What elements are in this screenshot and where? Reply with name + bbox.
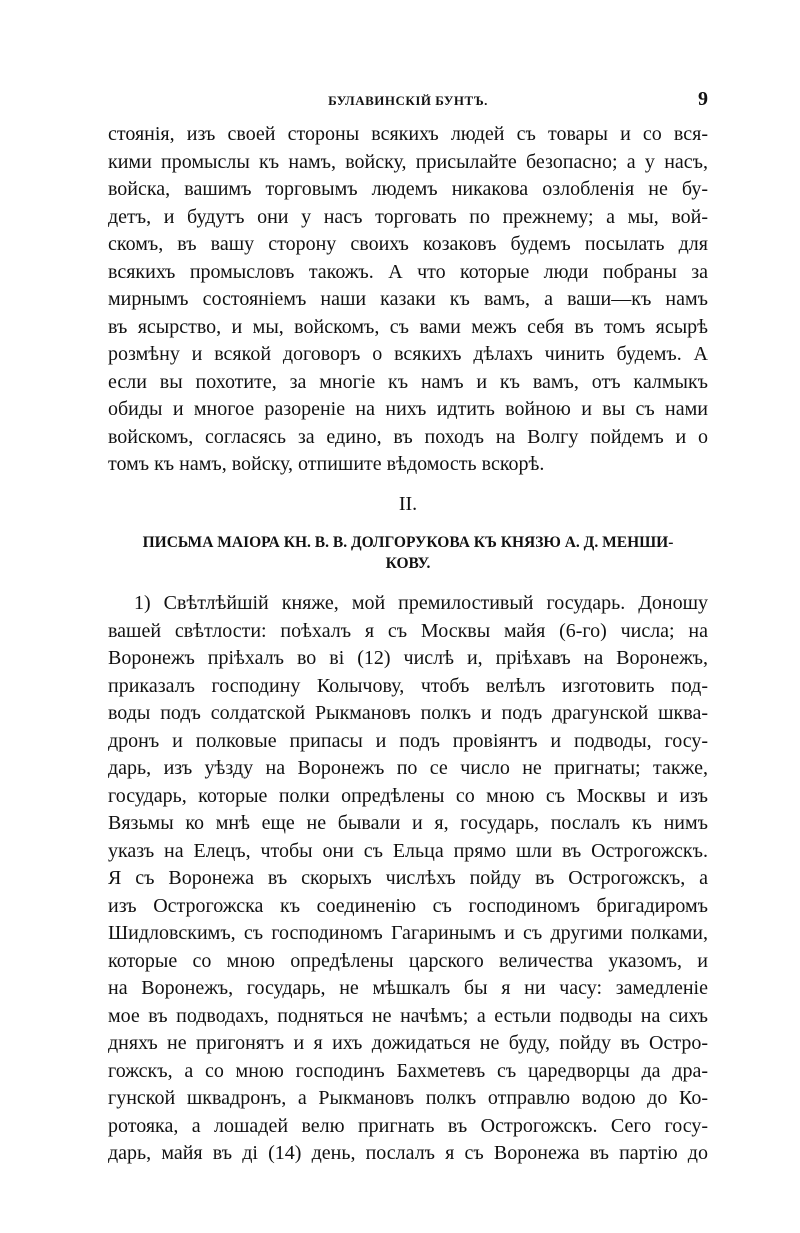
text-line: стоянія, изъ своей стороны всякихъ людей съ товары и со вся- [108, 123, 708, 145]
text-line: государь, которые полки опредѣлены со мною съ Москвы и изъ [108, 784, 708, 807]
text-line: кими промыслы къ намъ, войску, присылайте безопасно; а у насъ, [108, 150, 708, 173]
text-line: въ ясырство, и мы, войскомъ, съ вами межъ себя въ томъ ясырѣ [108, 315, 708, 338]
text-line: дронъ и полковые припасы и подъ провіянтъ и подводы, госу- [108, 729, 708, 752]
text-line: скомъ, въ вашу сторону своихъ козаковъ будемъ посылать для [108, 233, 708, 255]
text-line: которые со мною опредѣлены царского величества указомъ, и [108, 949, 708, 972]
text-line: Воронежъ пріѣхалъ во ві (12) числѣ и, пріѣхавъ на Воронежъ, [108, 647, 708, 669]
page-number: 9 [698, 88, 708, 110]
text-line: войскомъ, согласясь за едино, въ походъ на Волгу пойдемъ и о [108, 425, 708, 448]
text-line: если вы похотите, за многіе къ намъ и къ вамъ, отъ калмыкъ [108, 370, 708, 393]
text-line: 1) Свѣтлѣйшій княже, мой премилостивый государь. Доношу [134, 592, 708, 614]
running-title: БУЛАВИНСКІЙ БУНТЪ. [328, 93, 488, 108]
text-line: дарь, майя въ ді (14) день, послалъ я съ Воронежа въ партію до [108, 1142, 708, 1164]
text-line: обиды и многое разореніе на нихъ идтить войною и вы съ нами [108, 398, 708, 420]
text-line: томъ къ намъ, войску, отпишите вѣдомость вскорѣ. [108, 453, 545, 475]
text-line: дарь, изъ уѣзду на Воронежъ по се число не пригнаты; также, [108, 757, 708, 779]
text-line: розмѣну и всякой договоръ о всякихъ дѣлахъ чинить будемъ. А [108, 343, 708, 365]
text-line: гожскъ, а со мною господинъ Бахметевъ съ царедворцы да дра- [108, 1059, 708, 1082]
text-line: гунской шквадронъ, а Рыкмановъ полкъ отправлю водою до Ко- [108, 1087, 708, 1109]
text-line: детъ, и будутъ они у насъ торговать по прежнему; а мы, вой- [108, 205, 708, 228]
text-line: мое въ подводахъ, подняться не начѣмъ; а естьли подводы на сихъ [108, 1004, 708, 1027]
text-line: вашей свѣтлости: поѣхалъ я съ Москвы майя (6-го) числа; на [108, 619, 708, 642]
text-line: воды подъ солдатской Рыкмановъ полкъ и подъ драгунской шква- [108, 702, 708, 724]
section-heading-line-1: ПИСЬМА МАІОРА КН. В. В. ДОЛГОРУКОВА КЪ КНЯЗЮ А. Д. МЕНШИ- [142, 534, 674, 551]
text-line: Я съ Воронежа въ скорыхъ числѣхъ пойду въ Острогожскъ, а [108, 867, 708, 889]
text-line: на Воронежъ, государь, не мѣшкалъ бы я ни часу: замедленіе [108, 977, 708, 999]
text-line: указъ на Елецъ, чтобы они съ Ельца прямо шли въ Острогожскъ. [108, 839, 708, 862]
text-line: дняхъ не пригонятъ и я ихъ дожидаться не буду, пойду въ Остро- [108, 1032, 708, 1054]
text-line: Вязьмы ко мнѣ еще не бывали и я, государь, послалъ къ нимъ [108, 812, 708, 834]
text-line: приказалъ господину Колычову, чтобъ велѣлъ изготовить под- [108, 674, 708, 697]
text-line: Шидловскимъ, съ господиномъ Гагаринымъ и съ другими полками, [108, 922, 708, 944]
page-header [108, 88, 708, 112]
text-line: мирнымъ состояніемъ наши казаки къ вамъ, а ваши—къ намъ [108, 288, 708, 310]
text-line: всякихъ промысловъ такожъ. А что которые люди побраны за [108, 260, 708, 283]
section-number: II. [398, 493, 418, 515]
text-line: войска, вашимъ торговымъ людемъ никакова озлобленія не бу- [108, 178, 708, 200]
text-line: изъ Острогожска къ соединенію съ господиномъ бригадиромъ [108, 894, 708, 917]
section-heading-line-2: КОВУ. [385, 555, 431, 572]
text-line: ротояка, а лошадей велю пригнать въ Острогожскъ. Сего госу- [108, 1114, 708, 1137]
